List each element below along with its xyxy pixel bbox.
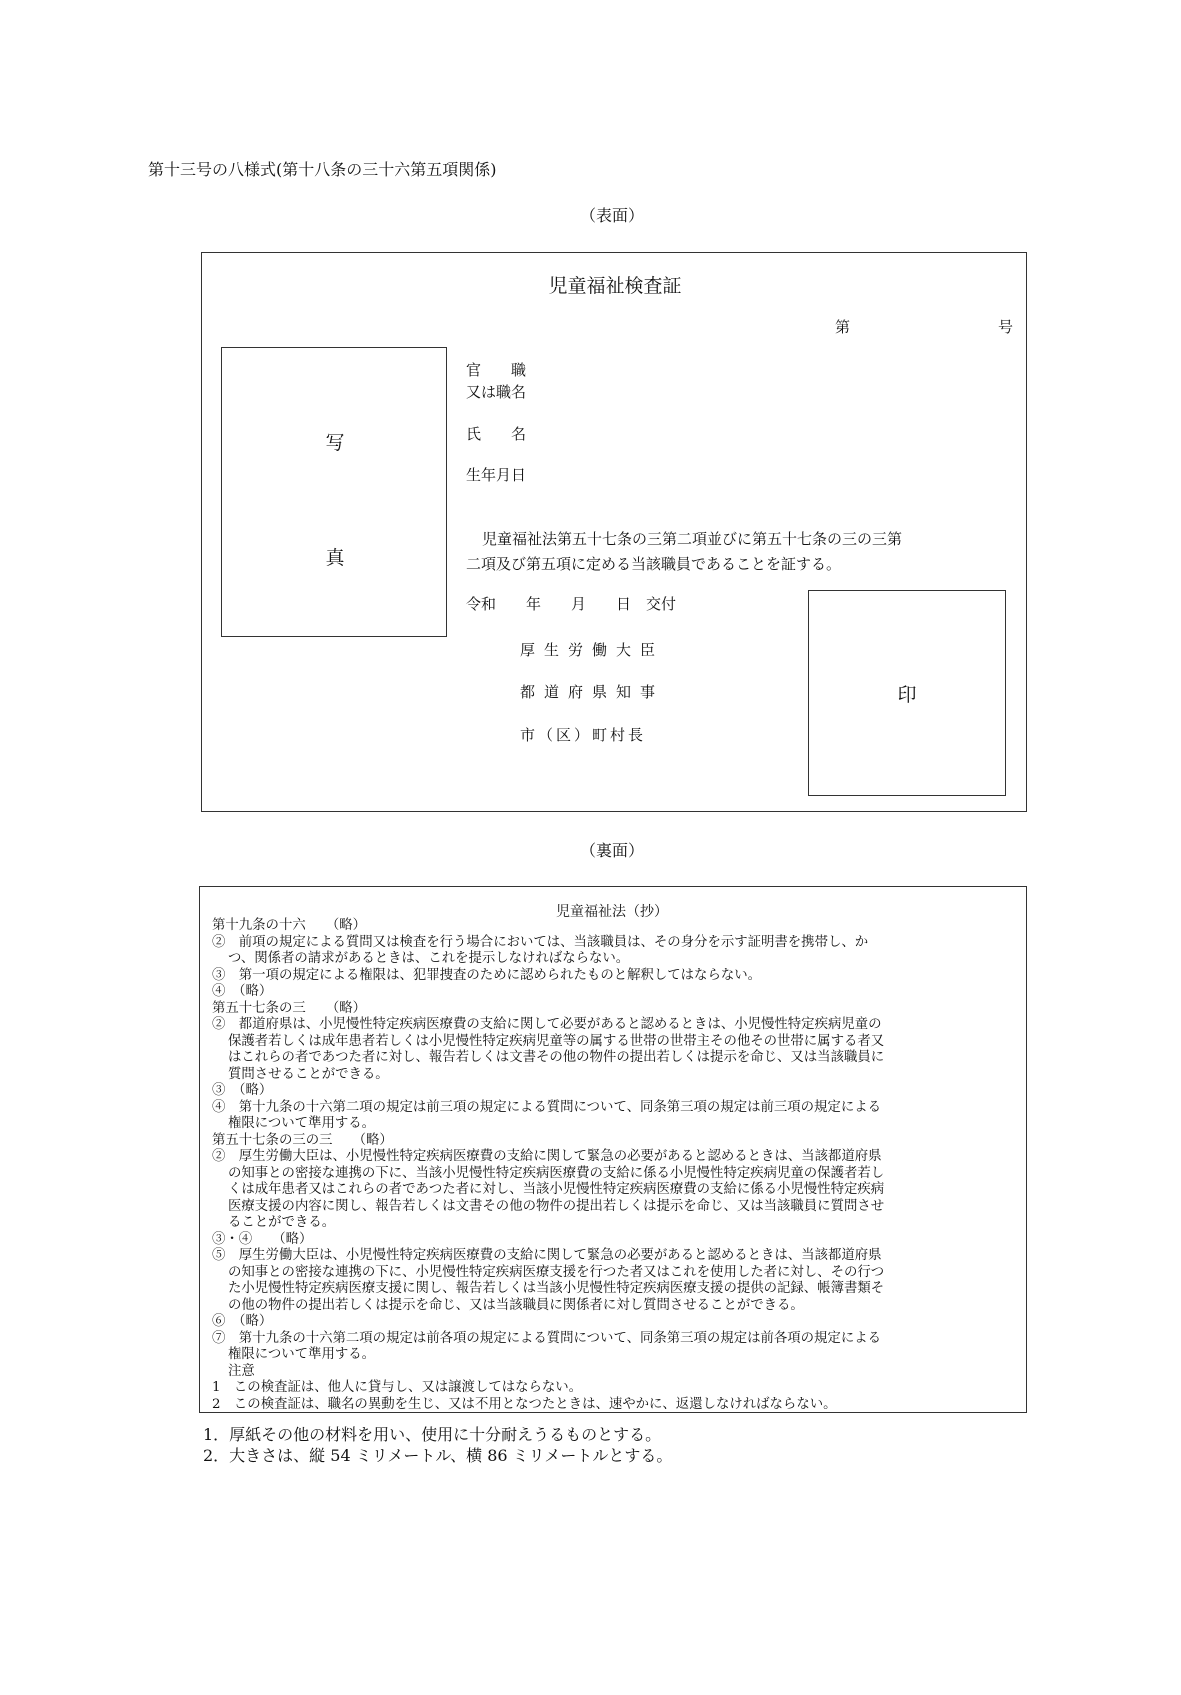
issuer-minister: 厚生労働大臣: [520, 641, 665, 659]
law-text-line: た小児慢性特定疾病医療支援に関し、報告若しくは当該小児慢性特定疾病医療支援の提供の記録、帳簿書類そ: [228, 1281, 885, 1296]
law-text-line: 権限について準用する。: [228, 1347, 376, 1362]
issue-date: 令和 年 月 日 交付: [466, 595, 677, 613]
note-1: 1．厚紙その他の材料を用い、使用に十分耐えうるものとする。: [203, 1425, 662, 1444]
front-side-label: （表面）: [579, 206, 645, 225]
label-birthdate: 生年月日: [466, 466, 527, 484]
law-text-line: 第十九条の十六 （略）: [212, 918, 366, 933]
law-text-line: 権限について準用する。: [228, 1116, 376, 1131]
law-text-line: ③ （略）: [212, 1083, 273, 1098]
law-text-line: ② 前項の規定による質問又は検査を行う場合においては、当該職員は、その身分を示す証明書を携帯し、か: [212, 934, 869, 950]
form-title: 第十三号の八様式(第十八条の三十六第五項関係): [148, 160, 497, 179]
law-text-line: 2 この検査証は、職名の異動を生じ、又は不用となつたときは、速やかに、返還しなければならない。: [212, 1396, 837, 1412]
law-text-line: はこれらの者であつた者に対し、報告若しくは文書その他の物件の提出若しくは提示を命じ、又は当該職員に: [228, 1050, 885, 1065]
law-text-line: ④ 第十九条の十六第二項の規定は前三項の規定による質問について、同条第三項の規定は前三項の規定による: [212, 1099, 881, 1115]
law-text-line: 質問させることができる。: [228, 1066, 389, 1082]
label-official-title-alt: 又は職名: [466, 383, 527, 401]
law-text-line: の知事との密接な連携の下に、小児慢性特定疾病医療支援を行つた者又はこれを使用した者に対し、その行つ: [228, 1264, 885, 1280]
law-text-line: ② 都道府県は、小児慢性特定疾病医療費の支給に関して必要があると認めるときは、小児慢性特定疾病児童の: [212, 1017, 882, 1032]
law-text-line: 第五十七条の三 （略）: [212, 1000, 366, 1016]
law-text-line: 第五十七条の三の三 （略）: [212, 1132, 393, 1148]
law-text-line: つ、関係者の請求があるときは、これを提示しなければならない。: [228, 951, 630, 966]
back-text-body: [212, 918, 1017, 1413]
law-text-line: ⑥ （略）: [212, 1314, 273, 1329]
law-text-line: くは成年患者又はこれらの者であつた者に対し、当該小児慢性特定疾病医療費の支給に係る小児慢性特定疾病: [228, 1182, 885, 1197]
label-name: 氏 名: [466, 425, 527, 443]
law-text-line: ④ （略）: [212, 984, 273, 999]
law-text-line: ることができる。: [228, 1215, 336, 1230]
statement-line-1: 児童福祉法第五十七条の三第二項並びに第五十七条の三の三第: [482, 530, 903, 548]
back-side-label: （裏面）: [579, 841, 645, 860]
law-text-line: ③・④ （略）: [212, 1231, 313, 1247]
law-text-line: 医療支援の内容に関し、報告若しくは文書その他の物件の提出若しくは提示を命じ、又は当該職員に質問させ: [228, 1198, 885, 1214]
law-text-line: ⑤ 厚生労働大臣は、小児慢性特定疾病医療費の支給に関して緊急の必要があると認めるときは、当該都道府県: [212, 1248, 882, 1263]
seal-char: 印: [897, 684, 917, 706]
back-title: 児童福祉法（抄）: [556, 904, 668, 920]
card-title: 児童福祉検査証: [548, 275, 682, 297]
law-text-line: ② 厚生労働大臣は、小児慢性特定疾病医療費の支給に関して緊急の必要があると認めるときは、当該都道府県: [212, 1149, 882, 1164]
law-text-line: 保護者若しくは成年患者若しくは小児慢性特定疾病児童等の属する世帯の世帯主その他その世帯に属する者又: [228, 1033, 885, 1049]
issuer-governor: 都道府県知事: [520, 683, 665, 701]
law-text-line: ⑦ 第十九条の十六第二項の規定は前各項の規定による質問について、同条第三項の規定は前各項の規定による: [212, 1330, 881, 1346]
photo-char-1: 写: [325, 432, 345, 454]
photo-box: [221, 347, 447, 637]
statement-line-2: 二項及び第五項に定める当該職員であることを証する。: [466, 555, 842, 573]
note-2: 2．大きさは、縦 54 ミリメートル、横 86 ミリメートルとする。: [203, 1446, 673, 1465]
law-text-line: 1 この検査証は、他人に貸与し、又は譲渡してはならない。: [212, 1380, 583, 1395]
label-official-title: 官 職: [466, 361, 527, 379]
law-text-line: ③ 第一項の規定による権限は、犯罪捜査のために認められたものと解釈してはならない。: [212, 967, 762, 983]
number-prefix: 第: [835, 318, 851, 336]
law-text-line: の他の物件の提出若しくは提示を命じ、又は当該職員に関係者に対し質問させることができる。: [228, 1297, 804, 1313]
number-suffix: 号: [998, 318, 1014, 336]
law-text-line: の知事との密接な連携の下に、当該小児慢性特定疾病医療費の支給に係る小児慢性特定疾病児童の保護者若し: [228, 1165, 885, 1181]
law-text-line: 注意: [228, 1363, 255, 1379]
issuer-mayor: 市（区）町村長: [520, 726, 647, 744]
photo-char-2: 真: [325, 547, 345, 569]
